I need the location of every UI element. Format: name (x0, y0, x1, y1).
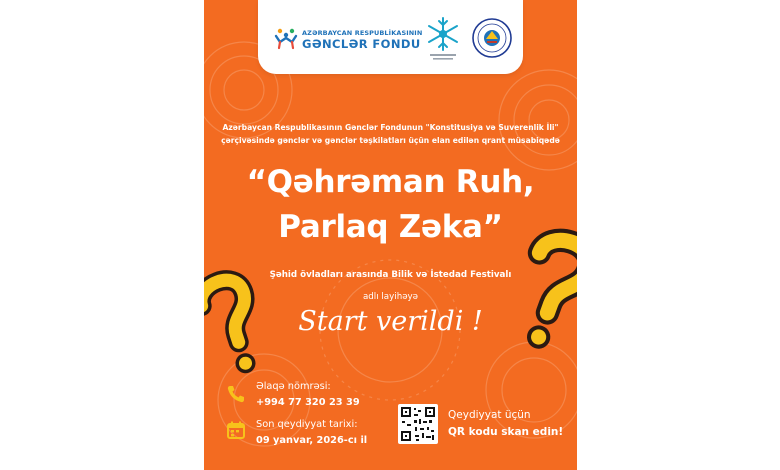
intro-line-2: çərçivəsində gənclər və gənclər təşkilatları üçün elan edilən qrant müsabiqədə (221, 136, 560, 145)
qr-caption-line-2: QR kodu skan edin! (448, 426, 564, 438)
title-line-1: “Qəhrəman Ruh, (246, 164, 535, 200)
intro-text (204, 121, 577, 147)
subtitle-line-2: adlı layihəyə (362, 292, 419, 302)
phone-icon (226, 384, 246, 404)
intro-line-1: Azərbaycan Respublikasının Gənclər Fondunun "Konstitusiya və Suverenlik İli" (222, 123, 559, 132)
start-announcement: Start verildi ! (298, 306, 483, 337)
poster (204, 0, 577, 470)
snowflake-icon (422, 14, 464, 64)
logo-banner (258, 0, 523, 74)
question-mark-icon (204, 262, 270, 382)
phone-label: Əlaqə nömrəsi: (256, 381, 331, 392)
people-figure-icon (274, 26, 298, 50)
question-mark-icon (504, 218, 577, 358)
qr-code[interactable] (398, 404, 438, 444)
calendar-icon (226, 420, 246, 440)
youth-fund-subtitle: AZƏRBAYCAN RESPUBLİKASININ (302, 29, 423, 37)
deadline-label: Son qeydiyyat tarixi: (256, 419, 358, 430)
youth-fund-title: GƏNCLƏR FONDU (302, 37, 421, 51)
subtitle-line-1: Şəhid övladları arasında Bilik və İstedad Festivalı (269, 270, 512, 280)
deadline-date: 09 yanvar, 2026-cı il (256, 435, 368, 446)
phone-number: +994 77 320 23 39 (256, 397, 360, 408)
title-line-2: Parlaq Zəka” (278, 209, 503, 245)
qr-code-icon (398, 404, 438, 444)
round-emblem-icon (472, 18, 512, 58)
qr-caption-line-1: Qeydiyyat üçün (448, 409, 531, 421)
